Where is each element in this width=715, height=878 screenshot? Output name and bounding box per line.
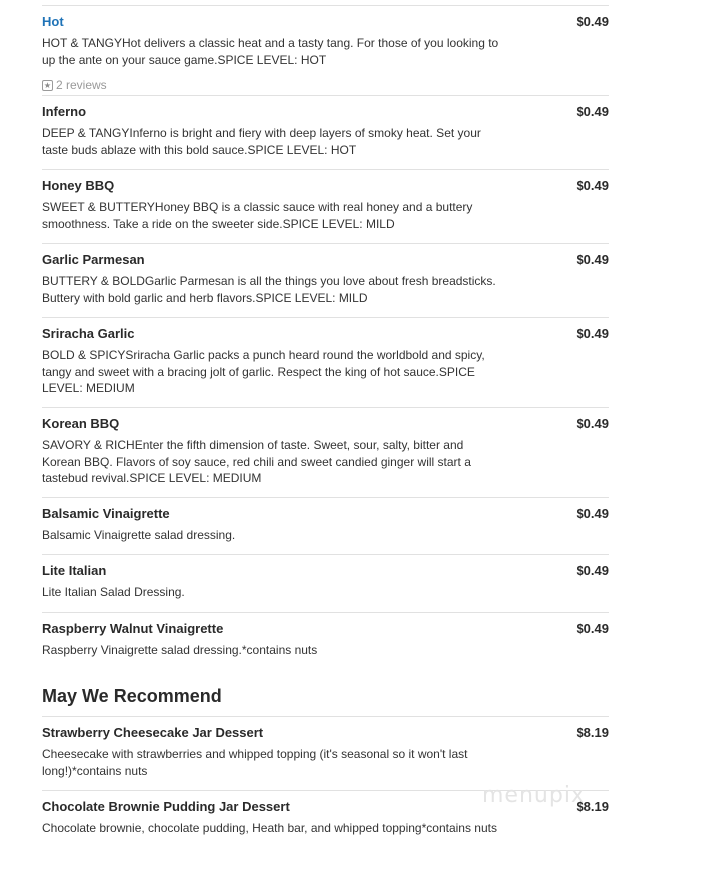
item-description: Chocolate brownie, chocolate pudding, Heath bar, and whipped topping*contains nuts	[42, 821, 497, 835]
item-name: Honey BBQ	[42, 178, 115, 193]
item-description: DEEP & TANGYInferno is bright and fiery with deep layers of smoky heat. Set your taste buds ablaze with this bold sauce.SPICE LEVEL: HOT	[42, 126, 481, 157]
item-name: Strawberry Cheesecake Jar Dessert	[42, 725, 264, 740]
menu-item-hot	[42, 5, 609, 96]
item-name: Lite Italian	[42, 563, 107, 578]
item-name: Garlic Parmesan	[42, 252, 145, 267]
item-description: SAVORY & RICHEnter the fifth dimension of taste. Sweet, sour, salty, bitter and Korean BBQ. Flavors of soy sauce, red chili and sweet candied ginger will start a tastebud revival.SPICE LEVEL: MEDIUM	[42, 438, 471, 485]
star-icon: ★	[43, 80, 52, 90]
item-name: Balsamic Vinaigrette	[42, 506, 170, 521]
menu-item	[42, 243, 609, 318]
item-price: $0.49	[576, 326, 609, 341]
item-price: $8.19	[576, 799, 609, 814]
menu-item	[42, 317, 609, 408]
item-price: $0.49	[576, 178, 609, 193]
item-name: Inferno	[42, 104, 87, 119]
item-price: $0.49	[576, 506, 609, 521]
item-description: Balsamic Vinaigrette salad dressing.	[42, 528, 236, 542]
recommend-item	[42, 716, 609, 791]
menu-item	[42, 169, 609, 244]
item-name: Raspberry Walnut Vinaigrette	[42, 621, 224, 636]
watermark-logo: menupix	[482, 783, 585, 808]
item-name: Chocolate Brownie Pudding Jar Dessert	[42, 799, 290, 814]
item-description: HOT & TANGYHot delivers a classic heat and a tasty tang. For those of you looking to up the ante on your sauce game.SPICE LEVEL: HOT	[42, 36, 499, 67]
item-price: $0.49	[576, 563, 609, 578]
item-description: BOLD & SPICYSriracha Garlic packs a punch heard round the worldbold and spicy, tangy and sweet with a bracing jolt of garlic. Respect the king of hot sauce.SPICE LEVEL: MEDIUM	[42, 348, 485, 395]
reviews-count[interactable]: 2 reviews	[56, 78, 107, 92]
item-description: Raspberry Vinaigrette salad dressing.*contains nuts	[42, 643, 318, 657]
menu-item	[42, 612, 609, 671]
item-price: $0.49	[576, 14, 609, 29]
item-price: $8.19	[576, 725, 609, 740]
menu-item	[42, 554, 609, 613]
item-description: SWEET & BUTTERYHoney BBQ is a classic sauce with real honey and a buttery smoothness. Take a ride on the sweeter side.SPICE LEVEL: MILD	[42, 200, 473, 231]
item-name-link[interactable]: Hot	[42, 14, 64, 29]
menu-item	[42, 407, 609, 498]
item-price: $0.49	[576, 621, 609, 636]
item-price: $0.49	[576, 252, 609, 267]
section-heading-recommend: May We Recommend	[42, 686, 222, 706]
item-price: $0.49	[576, 104, 609, 119]
item-name: Korean BBQ	[42, 416, 120, 431]
item-description: Lite Italian Salad Dressing.	[42, 585, 185, 599]
item-description: BUTTERY & BOLDGarlic Parmesan is all the things you love about fresh breadsticks. Buttery with bold garlic and herb flavors.SPICE LEVEL: MILD	[42, 274, 496, 305]
menu-item	[42, 95, 609, 170]
item-price: $0.49	[576, 416, 609, 431]
menu-item	[42, 497, 609, 555]
item-name: Sriracha Garlic	[42, 326, 135, 341]
item-description: Cheesecake with strawberries and whipped topping (it's seasonal so it won't last long!)*contains nuts	[42, 747, 468, 778]
reviews-link[interactable]	[42, 78, 107, 92]
